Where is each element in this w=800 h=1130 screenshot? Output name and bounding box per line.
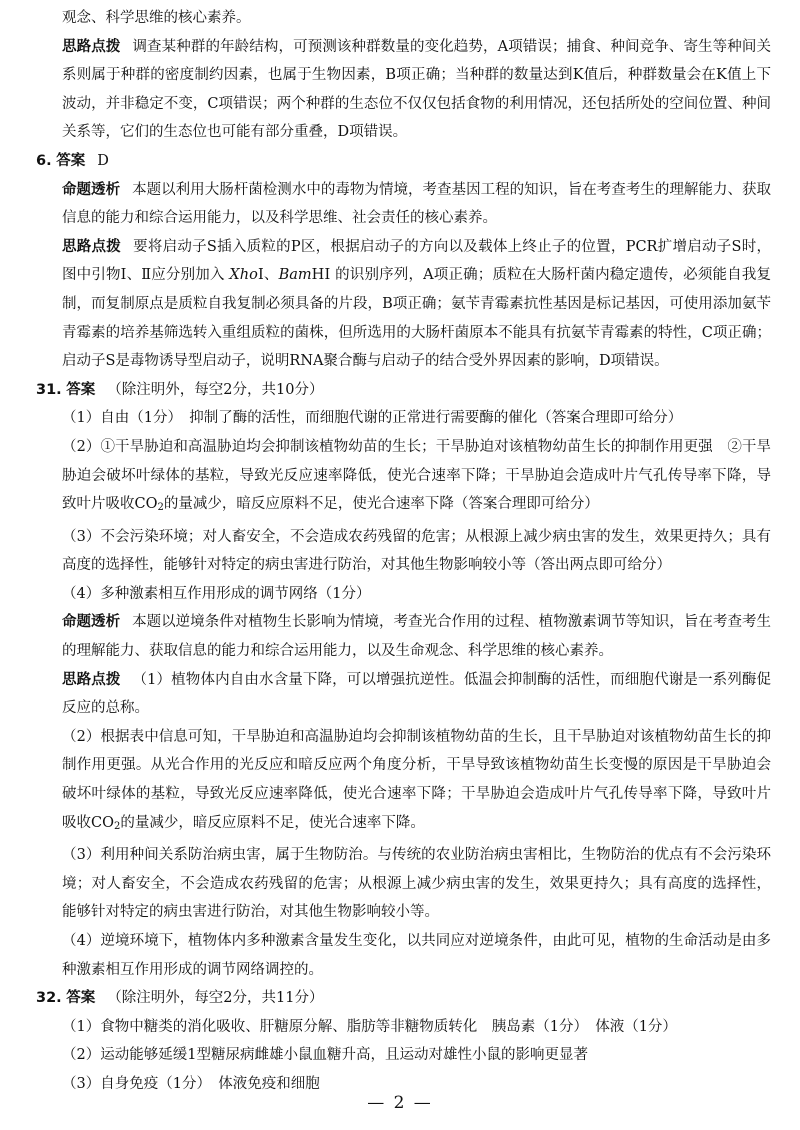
q31-note: （除注明外，每空2分，共10分）	[107, 381, 324, 398]
q6-silu-text-b: 的识别序列，A项正确；质粒在大肠杆菌内稳定遗传，必须能自我复制，而复制原点是质粒自我复制必须具备的片段，B项正确；氨苄青霉素抗性基因是标记基因，可使用添加氨苄青霉素的培养基筛选转入重组质粒的菌株，但所选用的大肠杆菌原本不能具有抗氨苄青霉素的特性，C项正确；启动子S是毒物诱导型启动子，说明RNA聚合酶与启动子的结合受外界因素的影响，D项错误。	[62, 267, 772, 370]
q6-answer-value: D	[97, 152, 109, 169]
q6-mingti-label: 命题透析	[62, 181, 121, 198]
answer-page	[36, 4, 771, 1099]
q32-note: （除注明外，每空2分，共11分）	[107, 990, 324, 1007]
q32-answer-3: （3）自身免疫（1分） 体液免疫和细胞	[62, 1075, 320, 1092]
q31-number: 31.	[36, 381, 62, 398]
q31-silu-3: （3）利用种间关系防治病虫害，属于生物防治。与传统的农业防治病虫害相比，生物防治的优点有不会污染环境；对人畜安全，不会造成农药残留的危害；从根源上减少病虫害的发生，效果更持久；具有高度的选择性，能够针对特定的病虫害进行防治，对其他生物影响较小等。	[62, 847, 771, 921]
q6-enzyme-xho: Xho	[229, 267, 258, 284]
q6-mingti-text: 本题以利用大肠杆菌检测水中的毒物为情境，考查基因工程的知识，旨在考查考生的理解能力、获取信息的能力和综合运用能力，以及科学思维、社会责任的核心素养。	[62, 181, 772, 227]
q6-number: 6.	[36, 152, 52, 169]
q6-silu-text-a: 要将启动子S插入质粒的P区，根据启动子的方向以及载体上终止子的位置，PCR扩增启动子S时，图中引物Ⅰ、Ⅱ应分别加入	[62, 238, 772, 284]
q31-mingti	[36, 608, 771, 665]
q32-answer-1: （1）食物中糖类的消化吸收、肝糖原分解、脂肪等非糖物质转化 胰岛素（1分） 体液（1分）	[62, 1018, 677, 1035]
q31-silu-4: （4）逆境环境下，植物体内多种激素含量发生变化，以共同应对逆境条件，由此可见，植物的生命活动是由多种激素相互作用形成的调节网络调控的。	[62, 933, 771, 978]
q31-answer-2	[36, 433, 771, 523]
q6-silu	[36, 233, 771, 376]
q32-answer-2: （2）运动能够延缓1型糖尿病雌雄小鼠血糖升高，且运动对雄性小鼠的影响更显著	[62, 1047, 588, 1064]
q6-enzyme-bam: Bam	[278, 267, 312, 284]
q5-silu-text: 调查某种群的年龄结构，可预测该种群数量的变化趋势，A项错误；捕食、种间竞争、寄生等种间关系则属于种群的密度制约因素，也属于生物因素，B项正确；当种群的数量达到K值后，种群数量会在K值上下波动，并非稳定不变，C项错误；两个种群的生态位不仅仅包括食物的利用情况，还包括所处的空间位置、种间关系等，它们的生态位也可能有部分重叠，D项错误。	[62, 38, 772, 141]
q5-continued-text: 观念、科学思维的核心素养。	[62, 10, 251, 26]
page-number: — 2 —	[367, 1093, 433, 1113]
q31-silu-2	[36, 723, 771, 841]
q6-enzyme-xho-suffix: Ⅰ、	[257, 267, 279, 284]
q31-answer-line	[36, 376, 771, 405]
q31-answer-2b: 的量减少，暗反应原料不足，使光合速率下降（答案合理即可给分）	[163, 496, 599, 513]
q32-number: 32.	[36, 990, 62, 1007]
q6-silu-label: 思路点拨	[62, 238, 122, 255]
q31-answer-4: （4）多种激素相互作用形成的调节网络（1分）	[62, 585, 371, 602]
q32-answer-label: 答案	[66, 990, 96, 1007]
q6-answer-line	[36, 147, 771, 176]
q6-answer-label: 答案	[56, 152, 86, 169]
q31-silu-label: 思路点拨	[62, 671, 121, 688]
q31-answer-2-sub: 2	[157, 502, 164, 514]
q31-silu-1	[36, 666, 771, 723]
q31-silu-2b: 的量减少，暗反应原料不足，使光合速率下降。	[120, 814, 425, 831]
q5-silu-label: 思路点拨	[62, 38, 121, 55]
q31-answer-1: （1）自由（1分） 抑制了酶的活性，而细胞代谢的正常进行需要酶的催化（答案合理即可给分）	[62, 410, 683, 427]
q5-silu	[36, 33, 771, 147]
q31-mingti-label: 命题透析	[62, 614, 121, 631]
q6-enzyme-bam-suffix: HⅠ	[311, 267, 331, 284]
q31-mingti-text: 本题以逆境条件对植物生长影响为情境，考查光合作用的过程、植物激素调节等知识，旨在考查考生的理解能力、获取信息的能力和综合运用能力，以及生命观念、科学思维的核心素养。	[62, 614, 772, 660]
q31-silu-1-text: （1）植物体内自由水含量下降，可以增强抗逆性。低温会抑制酶的活性，而细胞代谢是一系列酶促反应的总称。	[62, 671, 772, 717]
q31-answer-2a: （2）①干旱胁迫和高温胁迫均会抑制该植物幼苗的生长；干旱胁迫对该植物幼苗生长的抑制作用更强 ②干旱胁迫会破坏叶绿体的基粒，导致光反应速率降低，使光合速率下降；干旱胁迫会造成叶片气孔传导率下降，导致叶片吸收CO	[62, 438, 771, 513]
q32-answer-line	[36, 984, 771, 1013]
q31-silu-2a: （2）根据表中信息可知，干旱胁迫和高温胁迫均会抑制该植物幼苗的生长，且干旱胁迫对该植物幼苗生长的抑制作用更强。从光合作用的光反应和暗反应两个角度分析，干旱导致该植物幼苗生长变慢的原因是干旱胁迫会破坏叶绿体的基粒，导致光反应速率降低，使光合速率下降；干旱胁迫会造成叶片气孔传导率下降，导致叶片吸收CO	[62, 728, 771, 831]
q6-mingti	[36, 176, 771, 233]
q31-answer-label: 答案	[66, 381, 96, 398]
q31-silu-2-sub: 2	[113, 820, 121, 832]
q31-answer-3: （3）不会污染环境；对人畜安全，不会造成农药残留的危害；从根源上减少病虫害的发生，效果更持久；具有高度的选择性，能够针对特定的病虫害进行防治，对其他生物影响较小等（答出两点即可给分）	[62, 528, 771, 574]
